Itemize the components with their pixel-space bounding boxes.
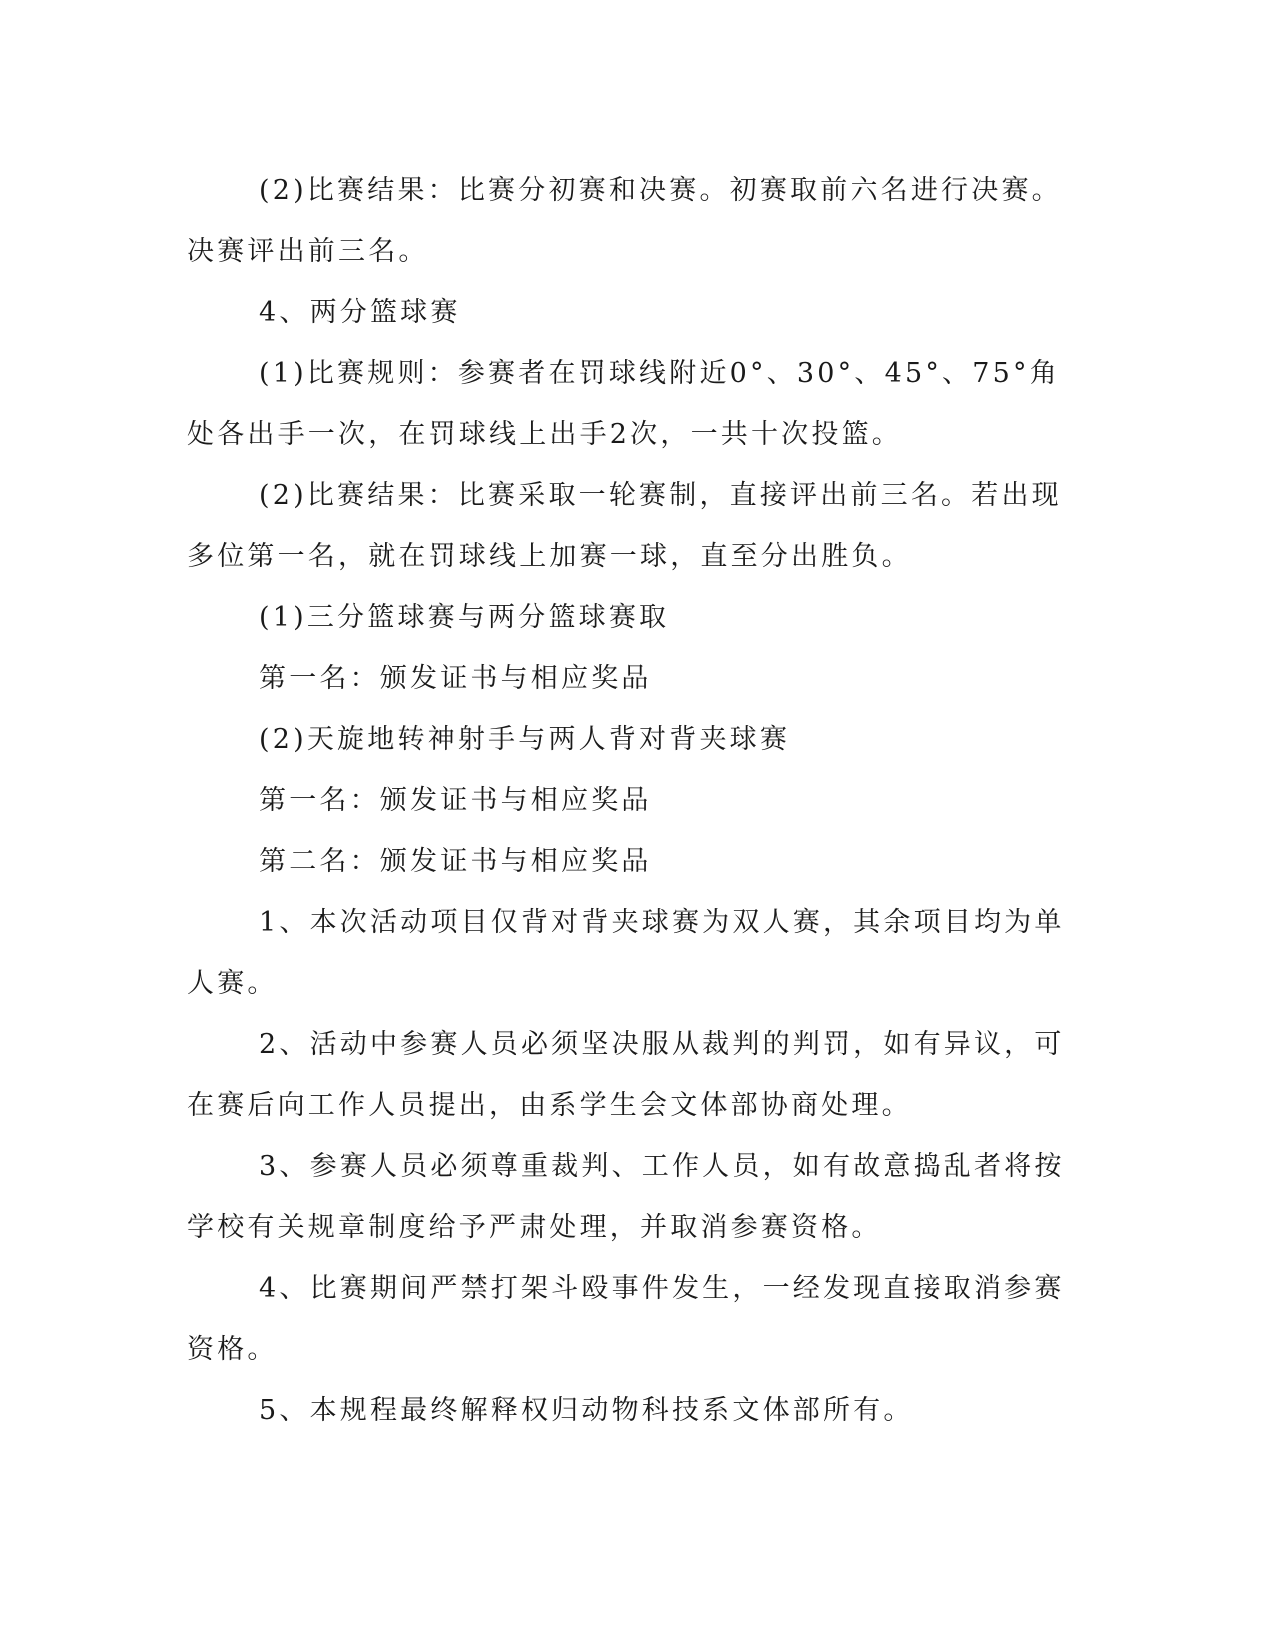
rule-item-3: 3、参赛人员必须尊重裁判、工作人员，如有故意捣乱者将按学校有关规章制度给予严肃处理，并取消参赛资格。	[187, 1151, 1065, 1243]
award-group-2-heading: (2)天旋地转神射手与两人背对背夹球赛	[259, 724, 791, 755]
paragraph-two-point-result: (2)比赛结果：比赛采取一轮赛制，直接评出前三名。若出现多位第一名，就在罚球线上加赛一球，直至分出胜负。	[187, 480, 1062, 572]
rule-item-4: 4、比赛期间严禁打架斗殴事件发生，一经发现直接取消参赛资格。	[187, 1273, 1065, 1365]
paragraph-two-point-rules: (1)比赛规则：参赛者在罚球线附近0°、30°、45°、75°角处各出手一次，在罚球线上出手2次，一共十次投篮。	[187, 358, 1060, 450]
document-body	[187, 160, 1077, 1441]
award-group-1-first-place: 第一名：颁发证书与相应奖品	[259, 663, 652, 694]
rule-item-1: 1、本次活动项目仅背对背夹球赛为双人赛，其余项目均为单人赛。	[187, 907, 1065, 999]
rule-item-2: 2、活动中参赛人员必须坚决服从裁判的判罚，如有异议，可在赛后向工作人员提出，由系学生会文体部协商处理。	[187, 1029, 1065, 1121]
award-group-1-heading: (1)三分篮球赛与两分篮球赛取	[259, 602, 670, 633]
award-group-2-second-place: 第二名：颁发证书与相应奖品	[259, 846, 652, 877]
award-group-2-first-place: 第一名：颁发证书与相应奖品	[259, 785, 652, 816]
rule-item-5: 5、本规程最终解释权归动物科技系文体部所有。	[259, 1395, 914, 1426]
section-heading-two-point-basketball: 4、两分篮球赛	[259, 297, 461, 328]
paragraph-final-result: (2)比赛结果：比赛分初赛和决赛。初赛取前六名进行决赛。决赛评出前三名。	[187, 175, 1062, 267]
